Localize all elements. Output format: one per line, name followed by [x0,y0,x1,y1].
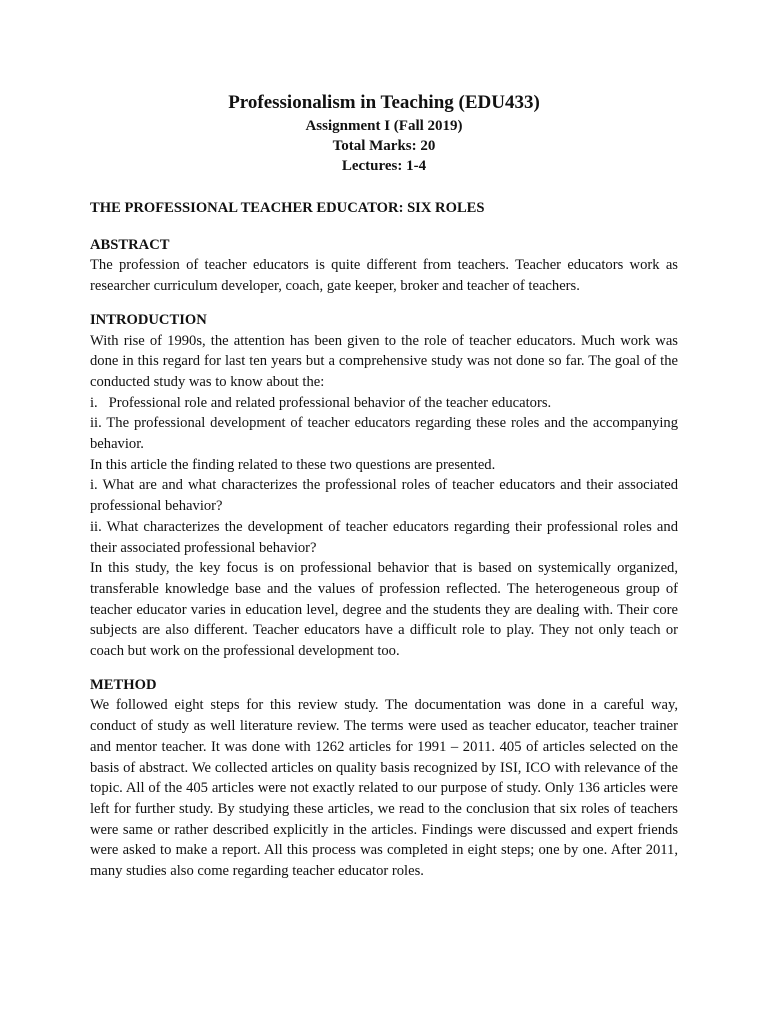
introduction-list-item: i. Professional role and related professional behavior of the teacher educators. [90,394,552,411]
abstract-heading: ABSTRACT [90,236,170,253]
introduction-list-item: ii. The professional development of teacher educators regarding these roles and the accompanying behavior. [90,415,678,453]
introduction-paragraph: In this study, the key focus is on professional behavior that is based on systemically organized, transferable knowledge base and the values of profession reflected. The heterogeneous group of teacher educator varies in education level, degree and the students they are dealing with. Their core subjects are also different. Teacher educators have a difficult role to play. They not only teach or coach but work on the professional development too. [90,560,678,660]
introduction-question: ii. What characterizes the development of teacher educators regarding their professional roles and their associated professional behavior? [90,518,678,556]
document-body [90,198,678,895]
introduction-paragraph: In this article the finding related to these two questions are presented. [90,456,496,473]
introduction-question: i. What are and what characterizes the professional roles of teacher educators and their associated professional behavior? [90,477,678,515]
abstract-text: The profession of teacher educators is quite different from teachers. Teacher educators work as researcher curriculum developer, coach, gate keeper, broker and teacher of teachers. [90,257,678,295]
introduction-heading: INTRODUCTION [90,311,207,328]
method-text: We followed eight steps for this review study. The documentation was done in a careful way, conduct of study as well literature review. The terms were used as teacher educator, teacher trainer and mentor teacher. It was done with 1262 articles for 1991 – 2011. 405 of articles selected on the basis of abstract. We collected articles on quality basis recognized by ISI, ICO with relevance of the topic. All of the 405 articles were not exactly related to our purpose of study. Only 136 articles were left for further study. By studying these articles, we read to the conclusion that six roles of teachers were same or rather described explicitly in the articles. Findings were discussed and expert friends were asked to make a report. All this process was completed in eight steps; one by one. After 2011, many studies also come regarding teacher educator roles. [90,697,678,880]
total-marks-label: Total Marks: 20 [332,138,436,154]
method-section [90,675,678,882]
introduction-section [90,310,678,662]
method-heading: METHOD [90,676,157,693]
document-header [0,90,768,176]
abstract-section [90,235,678,297]
document-title: Professionalism in Teaching (EDU433) [228,92,540,113]
introduction-paragraph: With rise of 1990s, the attention has been given to the role of teacher educators. Much work was done in this regard for last ten years but a comprehensive study was not done so far. The goal of the conducted study was to know about the: [90,332,678,390]
main-heading: THE PROFESSIONAL TEACHER EDUCATOR: SIX ROLES [90,200,485,216]
assignment-label: Assignment I (Fall 2019) [305,118,463,134]
lectures-label: Lectures: 1-4 [341,158,427,174]
